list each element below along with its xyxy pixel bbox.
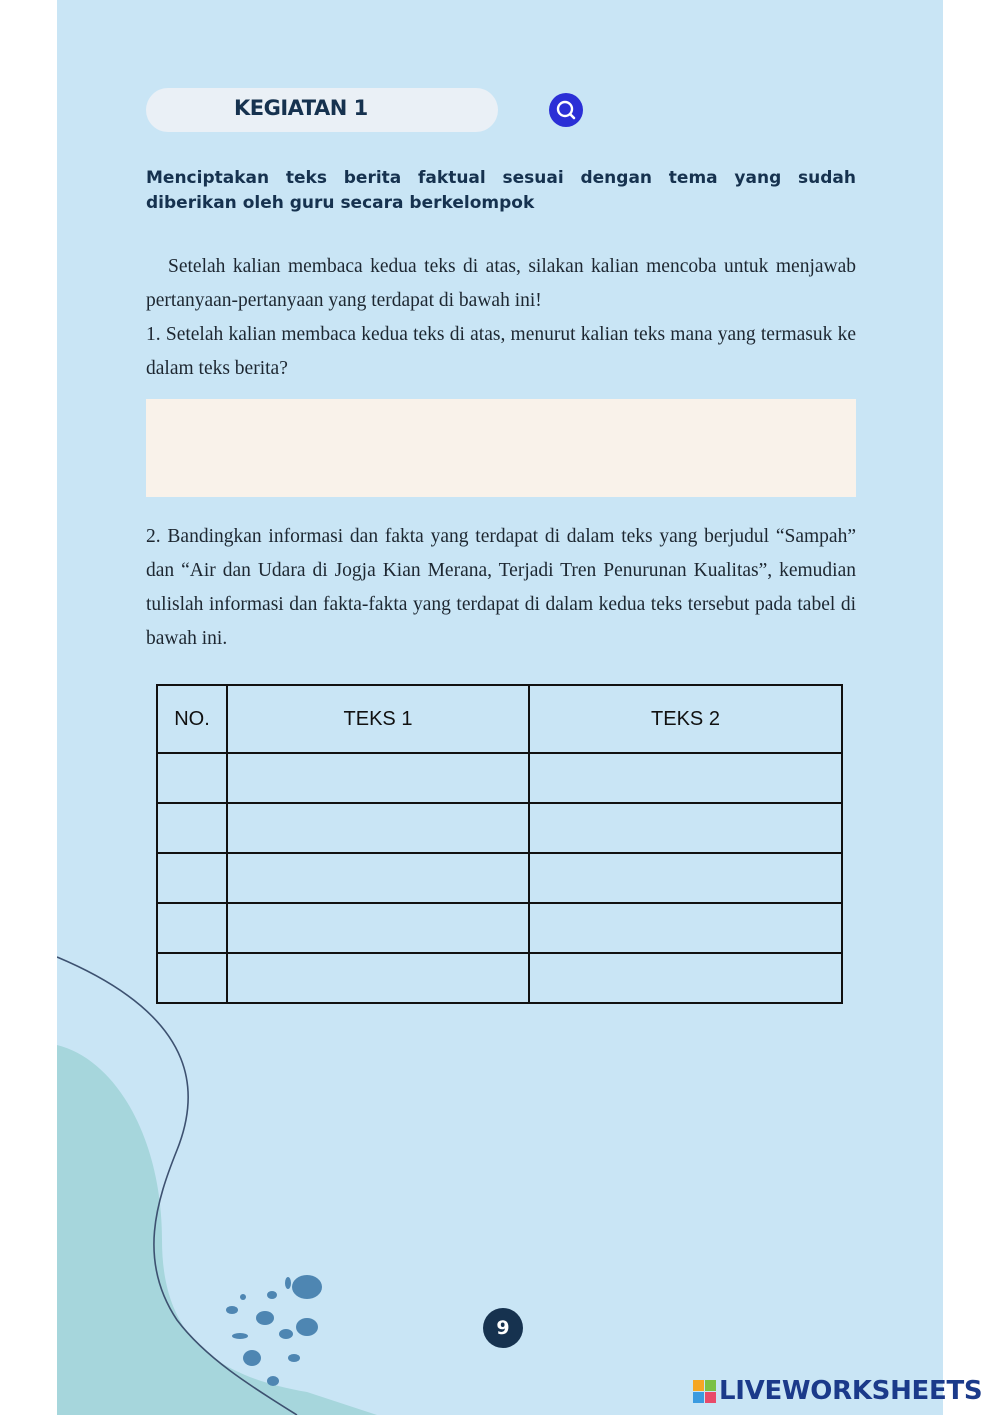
cell-teks-2-input[interactable] bbox=[529, 953, 842, 1003]
answer-1-field[interactable] bbox=[146, 399, 856, 497]
liveworksheets-brand bbox=[693, 1374, 982, 1408]
activity-header bbox=[146, 88, 498, 132]
splash-dots-shape bbox=[226, 1275, 322, 1386]
teal-blob-shape bbox=[57, 1045, 377, 1415]
cell-no-input[interactable] bbox=[157, 853, 227, 903]
header-teks-2: TEKS 2 bbox=[529, 685, 842, 753]
activity-title: KEGIATAN 1 bbox=[234, 96, 368, 120]
worksheet-page bbox=[57, 0, 943, 1415]
table-header-row bbox=[157, 685, 842, 753]
cell-no-input[interactable] bbox=[157, 953, 227, 1003]
header-no: NO. bbox=[157, 685, 227, 753]
question-2: 2. Bandingkan informasi dan fakta yang terdapat di dalam teks yang berjudul “Sampah” dan “Air dan Udara di Jogja Kian Merana, Terjadi Tren Penurunan Kualitas”, kemudian tulislah informasi dan fakta-fakta yang terdapat di dalam kedua teks tersebut pada tabel di bawah ini. bbox=[146, 526, 856, 649]
cell-no-input[interactable] bbox=[157, 803, 227, 853]
cell-teks-2-input[interactable] bbox=[529, 753, 842, 803]
table-row bbox=[157, 903, 842, 953]
cell-teks-1-input[interactable] bbox=[227, 803, 529, 853]
cell-teks-1-input[interactable] bbox=[227, 853, 529, 903]
cell-teks-2-input[interactable] bbox=[529, 903, 842, 953]
activity-instruction: Menciptakan teks berita faktual sesuai dengan tema yang sudah diberikan oleh guru secara berkelompok bbox=[146, 168, 856, 213]
intro-paragraph: Setelah kalian membaca kedua teks di atas, silakan kalian mencoba untuk menjawab pertanyaan-pertanyaan yang terdapat di bawah ini! bbox=[146, 256, 856, 311]
cell-teks-1-input[interactable] bbox=[227, 903, 529, 953]
header-teks-1: TEKS 1 bbox=[227, 685, 529, 753]
cell-no-input[interactable] bbox=[157, 753, 227, 803]
table-row bbox=[157, 853, 842, 903]
wavy-line-shape bbox=[57, 957, 297, 1415]
cell-teks-2-input[interactable] bbox=[529, 853, 842, 903]
page-number: 9 bbox=[483, 1308, 523, 1348]
cell-teks-2-input[interactable] bbox=[529, 803, 842, 853]
question-1: 1. Setelah kalian membaca kedua teks di atas, menurut kalian teks mana yang termasuk ke dalam teks berita? bbox=[146, 324, 856, 379]
search-icon bbox=[549, 93, 583, 127]
cell-teks-1-input[interactable] bbox=[227, 753, 529, 803]
liveworksheets-logo-icon bbox=[693, 1380, 716, 1403]
cell-teks-1-input[interactable] bbox=[227, 953, 529, 1003]
table-row bbox=[157, 953, 842, 1003]
table-row bbox=[157, 803, 842, 853]
comparison-table bbox=[156, 684, 843, 1004]
cell-no-input[interactable] bbox=[157, 903, 227, 953]
table-row bbox=[157, 753, 842, 803]
brand-name: LIVEWORKSHEETS bbox=[719, 1376, 983, 1406]
